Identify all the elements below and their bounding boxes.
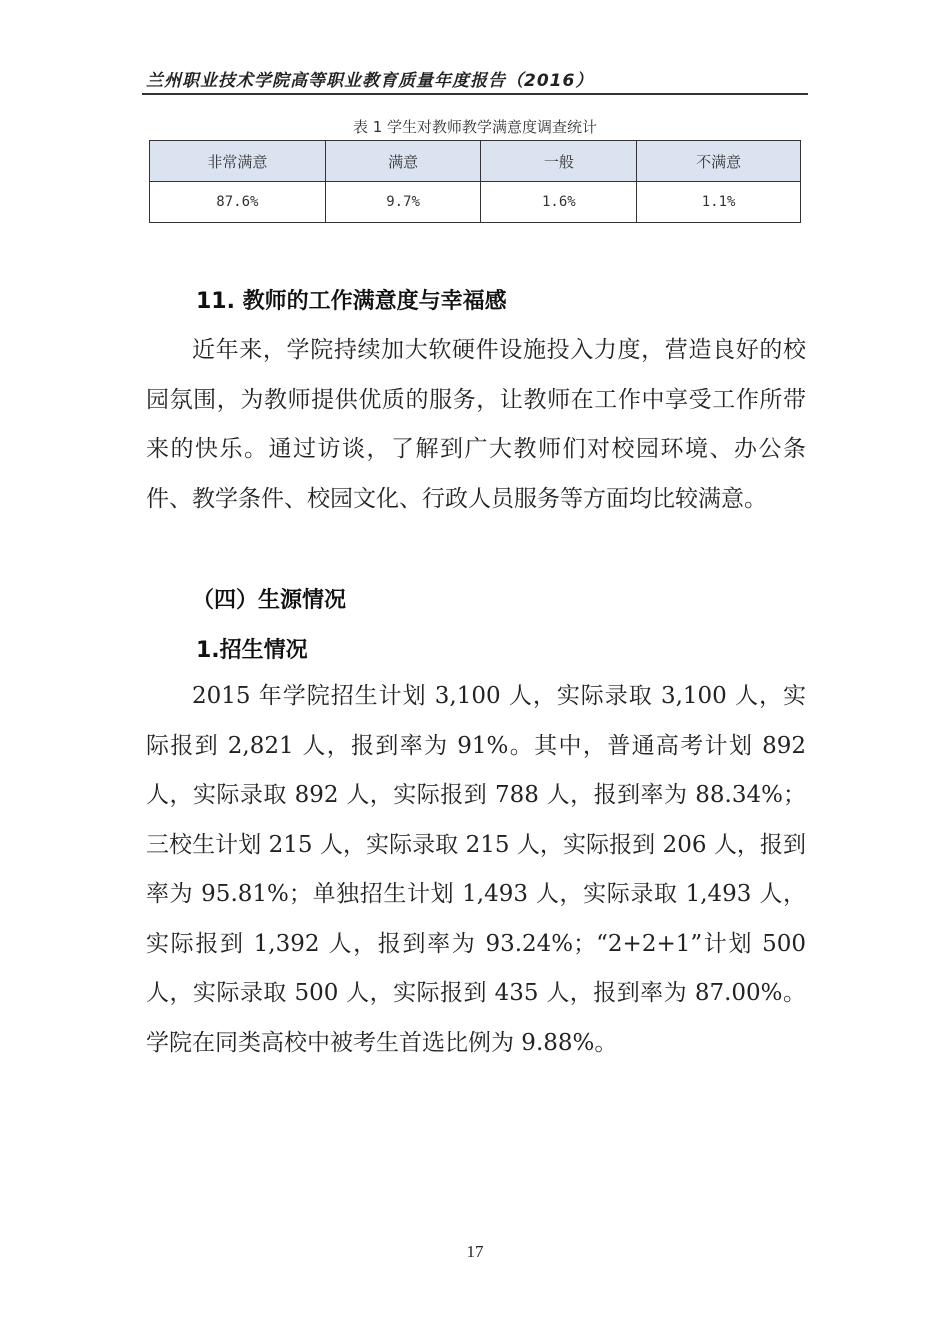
table-header-cell: 不满意 <box>637 141 801 182</box>
section-11-paragraph: 近年来，学院持续加大软硬件设施投入力度，营造良好的校园氛围，为教师提供优质的服务，让教师在工作中享受工作所带来的快乐。通过访谈，了解到广大教师们对校园环境、办公条件、教学条件、校园文化、行政人员服务等方面均比较满意。 <box>146 337 806 512</box>
table-cell: 87.6% <box>150 182 326 223</box>
table-header-cell: 非常满意 <box>150 141 326 182</box>
table-cell: 1.6% <box>481 182 637 223</box>
section-11-heading: 11. 教师的工作满意度与幸福感 <box>196 289 507 314</box>
page-number: 17 <box>466 1242 484 1261</box>
table-caption: 表 1 学生对教师教学满意度调查统计 <box>352 118 598 136</box>
table-cell: 1.1% <box>637 182 801 223</box>
header-rule <box>142 93 808 95</box>
table-cell: 9.7% <box>325 182 481 223</box>
table-header-cell: 一般 <box>481 141 637 182</box>
section-4-heading: （四）生源情况 <box>192 588 347 613</box>
subsection-1-paragraph: 2015 年学院招生计划 3,100 人，实际录取 3,100 人，实际报到 2,821 人，报到率为 91%。其中，普通高考计划 892 人，实际录取 892 人，实际报到 788 人，报到率为 88.34%；三校生计划 215 人，实际录取 215 人，实际报到 206 人，报到率为 95.81%；单独招生计划 1,493 人，实际录取 1,493 人，实际报到 1,392 人，报到率为 93.24%；“2+2+1”计划 500 人，实际录取 500 人，实际报到 435 人，报到率为 87.00%。学院在同类高校中被考生首选比例为 9.88%。 <box>146 683 806 1056</box>
running-header: 兰州职业技术学院高等职业教育质量年度报告（2016） <box>146 71 594 91</box>
table-row <box>150 182 801 223</box>
satisfaction-table <box>149 140 801 223</box>
table-header-cell: 满意 <box>325 141 481 182</box>
table-header-row <box>150 141 801 182</box>
subsection-1-heading: 1.招生情况 <box>196 638 308 663</box>
